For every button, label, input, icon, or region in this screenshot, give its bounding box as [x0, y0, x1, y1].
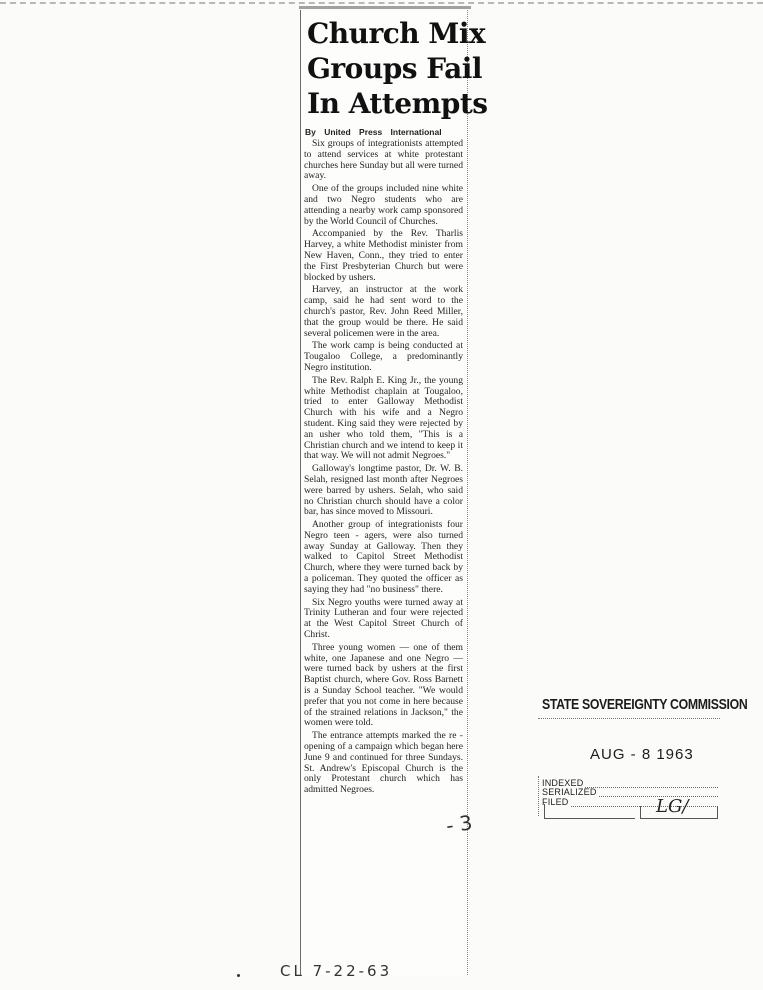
- article-body: [301, 139, 467, 796]
- stamp-fields: [542, 778, 718, 807]
- stray-dot: [237, 974, 240, 977]
- stamp-file-box: [544, 804, 635, 819]
- newspaper-clipping: [300, 10, 488, 975]
- paragraph: Three young women — one of them white, one Japanese and one Negro — were turned back by ushers at the first Baptist church, where Gov. Ross Barnett is a Sunday School teacher. "We would prefer that you not come in here because of the strained relations in Jackson," the women were told.: [304, 641, 463, 729]
- top-dashed-border: [0, 2, 763, 4]
- stamp-date: AUG - 8 1963: [590, 746, 694, 763]
- clipping-top-rule: [299, 6, 471, 9]
- headline: [307, 16, 488, 121]
- stamp-title: STATE SOVEREIGNTY COMMISSION: [542, 696, 748, 713]
- stamp-filed-label: FILED: [542, 796, 569, 807]
- paragraph: Six Negro youths were turned away at Trinity Lutheran and four were rejected at the West Capitol Street Church of Christ.: [304, 596, 463, 641]
- stamp-fill-line: [585, 787, 718, 788]
- handwritten-source-date: CL 7-22-63: [280, 962, 393, 980]
- commission-stamp: [538, 692, 748, 832]
- paragraph: Six groups of integrationists attempted to attend services at white protestant churches here Sunday but all were turned away.: [304, 138, 463, 182]
- paragraph: Harvey, an instructor at the work camp, said he had sent word to the church's pastor, Rev. John Reed Miller, that the group would be there. He said several policemen were in the area.: [304, 284, 463, 339]
- stamp-serialized-label: SERIALIZED: [542, 787, 597, 797]
- paragraph: The entrance attempts marked the re - opening of a campaign which began here June 9 and continued for three Sundays. St. Andrew's Episcopal Church is the only Protestant church which has admitted Negroes.: [304, 730, 463, 796]
- paragraph: The work camp is being conducted at Tougaloo College, a predominantly Negro institution.: [304, 340, 463, 373]
- paragraph: Accompanied by the Rev. Tharlis Harvey, a white Methodist minister from New Haven, Conn., they tried to enter the First Presbyterian Church but were blocked by ushers.: [304, 228, 463, 283]
- stamp-divider: [538, 718, 720, 719]
- stamp-handwritten-initials: LG/: [656, 796, 689, 817]
- paragraph: The Rev. Ralph E. King Jr., the young white Methodist chaplain at Tougaloo, tried to enter Galloway Methodist Church with his wife and a Negro student. King said they were rejected by an usher who told them, "This is a Christian church and we intend to keep it that way. We will not admit Negroes.": [304, 374, 463, 462]
- headline-line-2: Groups Fail: [307, 52, 483, 85]
- stamp-indexed-label: INDEXED: [542, 777, 584, 788]
- headline-line-1: Church Mix: [307, 17, 486, 50]
- paragraph: Another group of integrationists four Negro teen - agers, were also turned away Sunday at Galloway. Then they walked to Capitol Street Methodist Church, where they were turned back by a policeman. They quoted the officer as saying they had "no business" there.: [304, 519, 463, 595]
- headline-line-3: In Attempts: [307, 87, 488, 120]
- stamp-bracket: [538, 776, 539, 816]
- byline: By United Press International: [305, 127, 442, 137]
- paragraph: One of the groups included nine white and two Negro students who are attending a nearby work camp sponsored by the World Council of Churches.: [304, 183, 463, 227]
- handwritten-page-mark: - 3: [444, 810, 474, 838]
- paragraph: Galloway's longtime pastor, Dr. W. B. Selah, resigned last month after Negroes were barred by ushers. Selah, who said no Christian church should have a color bar, has since moved to Missouri.: [304, 463, 463, 518]
- stamp-row-serialized: [542, 788, 718, 798]
